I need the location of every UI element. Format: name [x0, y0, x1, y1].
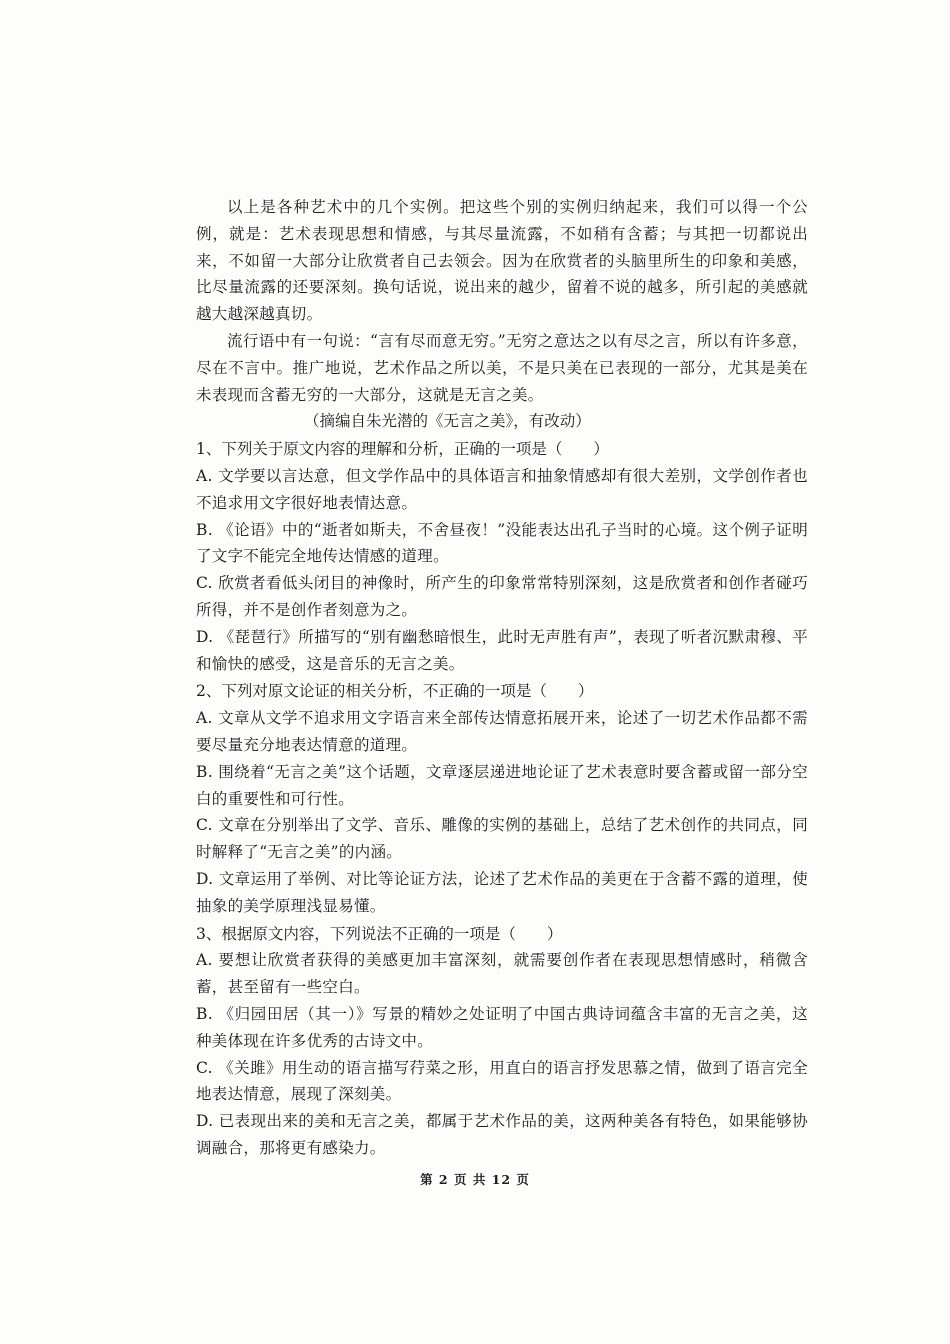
question-2: [196, 678, 808, 919]
page-number-footer: 第 2 页 共 12 页: [420, 1172, 530, 1187]
passage-source: （摘编自朱光潜的《无言之美》，有改动）: [304, 412, 591, 431]
passage-paragraph-2: 流行语中有一句说：“言有尽而意无穷。”无穷之意达之以有尽之言，所以有许多意，尽在不言中。推广地说，艺术作品之所以美，不是只美在已表现的一部分，尤其是美在未表现而含蓄无穷的一大部分，这就是无言之美。: [196, 331, 808, 404]
option-c: C. 欣赏者看低头闭目的神像时，所产生的印象常常特别深刻，这是欣赏者和创作者碰巧所得，并不是创作者刻意为之。: [196, 574, 808, 619]
option-a: A. 文章从文学不追求用文字语言来全部传达情意拓展开来，论述了一切艺术作品都不需要尽量充分地表达情意的道理。: [196, 709, 808, 754]
option-c: C. 《关雎》用生动的语言描写荇菜之形，用直白的语言抒发思慕之情，做到了语言完全地表达情意，展现了深刻美。: [196, 1058, 808, 1104]
option-b: B. 《论语》中的“逝者如斯夫，不舍昼夜！”没能表达出孔子当时的心境。这个例子证明了文字不能完全地传达情感的道理。: [196, 520, 808, 566]
option-d: D. 已表现出来的美和无言之美，都属于艺术作品的美，这两种美各有特色，如果能够协调融合，那将更有感染力。: [196, 1112, 808, 1157]
option-c: C. 文章在分别举出了文学、音乐、雕像的实例的基础上，总结了艺术创作的共同点，同时解释了“无言之美”的内涵。: [196, 816, 808, 862]
option-b: B. 围绕着“无言之美”这个话题，文章逐层递进地论证了艺术表意时要含蓄或留一部分空白的重要性和可行性。: [196, 762, 808, 808]
option-b: B. 《归园田居（其一）》写景的精妙之处证明了中国古典诗词蕴含丰富的无言之美，这种美体现在许多优秀的古诗文中。: [196, 1004, 808, 1050]
option-a: A. 要想让欣赏者获得的美感更加丰富深刻，就需要创作者在表现思想情感时，稍微含蓄，甚至留有一些空白。: [196, 951, 808, 997]
passage-paragraph-1: 以上是各种艺术中的几个实例。把这些个别的实例归纳起来，我们可以得一个公例，就是：艺术表现思想和情感，与其尽量流露，不如稍有含蓄；与其把一切都说出来，不如留一大部分让欣赏者自己去领会。因为在欣赏者的头脑里所生的印象和美感，比尽量流露的还要深刻。换句话说，说出来的越少，留着不说的越多，所引起的美感就越大越深越真切。: [196, 198, 808, 324]
question-1: [196, 436, 808, 677]
option-d: D. 文章运用了举例、对比等论证方法，论述了艺术作品的美更在于含蓄不露的道理，使抽象的美学原理浅显易懂。: [196, 869, 808, 915]
question-stem: 1、下列关于原文内容的理解和分析，正确的一项是（ ）: [196, 440, 609, 459]
option-d: D. 《琵琶行》所描写的“别有幽愁暗恨生，此时无声胜有声”，表现了听者沉默肃穆、平和愉快的感受，这是音乐的无言之美。: [196, 627, 808, 673]
question-stem: 3、根据原文内容，下列说法不正确的一项是（ ）: [196, 924, 563, 943]
page-content: [196, 194, 808, 1162]
option-a: A. 文学要以言达意，但文学作品中的具体语言和抽象情感却有很大差别，文学创作者也不追求用文字很好地表情达意。: [196, 466, 808, 512]
question-stem: 2、下列对原文论证的相关分析，不正确的一项是（ ）: [196, 682, 594, 701]
question-3: [196, 921, 808, 1162]
